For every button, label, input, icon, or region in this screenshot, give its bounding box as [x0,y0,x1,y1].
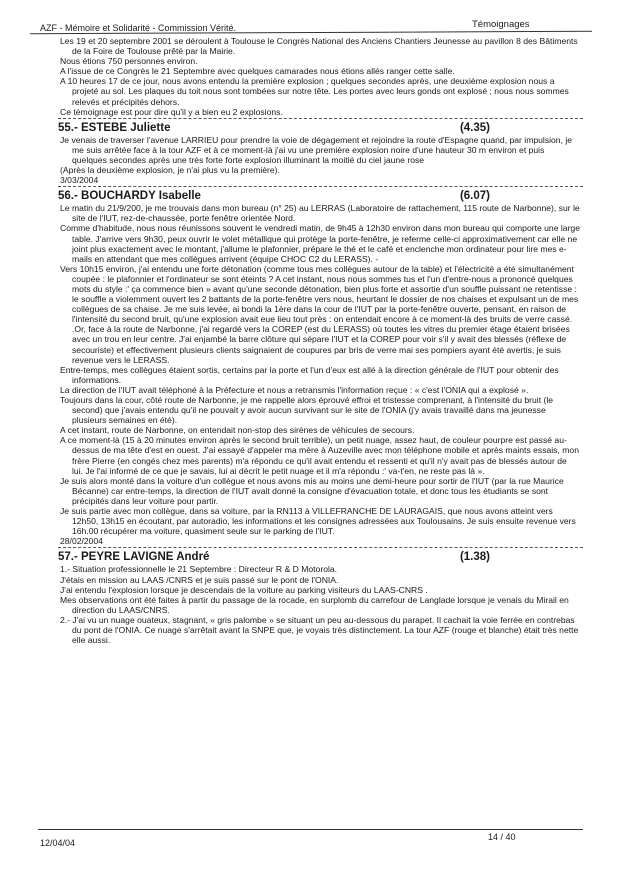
intro-paragraph: Les 19 et 20 septembre 2001 se déroulent à Toulouse le Congrès National des Anciens Chantiers Jeunesse au pavillon 8 des Bâtiments de la Foire de Toulouse prêté par la Mairie. [60,36,578,57]
testimony-paragraph: A cet instant, route de Narbonne, on entendait non-stop des sirènes de véhicules de secours. [60,425,415,436]
testimony-paragraph: Vers 10h15 environ, j'ai entendu une forte détonation (comme tous mes collègues autour de la table) et l'électricité a été simultanément coupée : le plafonnier et l'ordinateur se sont éteints ? A cet instant, nous nous sommes tus et l'un d'entre-nous a prononcé quelques mots du style :' ça commence bien » avant qu'une seconde détonation, bien plus forte et assortie d'un souffle puissant ne retentisse : le souffle a violemment ouvert les 2 battants de la porte-fenêtre vers nous, heurtant le dossier de nos chaises et expulsant un de mes collègues de sa chaise. Je me suis levée, ai bondi la 1ère dans la cour de l'IUT par la porte-fenêtre ouverte, pensant, en raison de l'intensité du second bruit, qu'une explosion avait eue lieu tout près : on entendait encore à ce moment-là des bruits de verre cassé. .Or, face à la route de Narbonne, j'ai regardé vers la COREP (est du LERASS) où toutes les vitres du premier étage étaient brisées avec un trou en leur centre. J'ai enjambé la barre clôture qui sépare l'IUT et la COREP pour voir s'il y avait des blessés (réflexe de secouriste) et effectivement plusieurs clients saignaient de coupures par bris de verre mai ses pompiers ayant été avertis, je suis revenue vers le LERASS. [60,263,579,365]
intro-block [60,36,580,117]
testimony-paragraph: 2.- J'ai vu un nuage ouateux, stagnant, « gris palombe » se situant un peu au-dessous du parapet. Il cachait la voie ferrée en contrebas du pont de l'ONIA. Ce nuage s'arrêtait avant la SNPE que, je voyais très distinctement. La tour AZF (rouge et blanche) était très nette elle aussi. [60,614,579,646]
testimony-paragraph: A ce moment-là (15 à 20 minutes environ après le second bruit terrible), un petit nuage, assez haut, de couleur pourpre est passé au-dessus de ma tête d'est en ouest. J'ai essayé d'appeler ma mère à Auzeville avec mon téléphone mobile et après maints essais, mon frère Pierre (en congés chez mes parents) m'a répondu ce qu'il avait entendu et ressenti et qu'il n'y avait pas de blessés autour de lui. Je l'ai informé de ce que je savais, lui ai décrit le petit nuage et il m'a répondu :' va-t'en, ne reste pas là ». [60,435,579,476]
footer-date: 12/04/04 [40,838,76,848]
testimony-paragraph: Le matin du 21/9/200, je me trouvais dans mon bureau (n° 25) au LERRAS (Laboratoire de rattachement, 115 route de Narbonne), sur le site de l'IUT, rez-de-chaussée, porte fenêtre orientée Nord. [60,203,580,224]
footer-rule [38,829,583,830]
testimony-paragraph: Comme d'habitude, nous nous réunissons souvent le vendredi matin, de 9h45 à 12h30 environ dans mon bureau qui comporte une large table. J'arrive vers 9h30, peux ouvrir le volet métallique qui protège la porte-fenêtre, je referme celle-ci approximativement car elle ne joint plus exactement avec le montant, j'allume le plafonnier, prépare le thé et le café et enclenche mon ordinateur pour lire mes e-mails en attendant que mes collègues arrivent (équipe CHOC C2 du LERASS). - [60,223,580,264]
testimony-paragraph: Entre-temps, mes collègues étaient sortis, certains par la porte et l'un d'eux est allé à la direction générale de l'IUT pour obtenir des informations. [60,364,559,385]
intro-paragraph: A l'issue de ce Congrès le 21 Septembre avec quelques camarades nous étions allés ranger cette salle. [60,66,455,77]
testimony-paragraph: La direction de l'IUT avait téléphoné à la Préfecture et nous a retransmis l'information reçue : « c'est l'ONIA qui a explosé ». [60,384,529,395]
separator [58,118,583,119]
testimony-paragraph: 1.- Situation professionnelle le 21 Septembre : Directeur R & D Motorola. [60,564,338,575]
section-title: 57.- PEYRE LAVIGNE André [58,551,210,564]
separator [58,186,583,187]
testimony-55 [60,121,580,185]
document-body [60,36,580,645]
testimony-paragraph: (Après la deuxième explosion, je n'ai plus vu la première). [60,165,280,176]
testimony-paragraph: Je suis alors monté dans la voiture d'un collègue et nous avons mis au moins une demi-heure pour sortir de l'IUT (par la rue Maurice Bécanne) car entre-temps, la direction de l'IUT avait donné la consigne d'évacuation totale, et donc tous les étudiants se sont précipités dans leur voiture pour partir. [60,475,564,506]
testimony-paragraph: J'ai entendu l'explosion lorsque je descendais de la voiture au parking visiteurs du LAAS-CNRS . [60,584,428,595]
testimony-date: 28/02/2004 [60,536,104,547]
section-ref: (1.38) [459,551,490,564]
testimony-paragraph: Mes observations ont été faites à partir du passage de la rocade, en surplomb du carrefour de Langlade lorsque je venais du Mirail en direction du LAAS/CNRS. [60,594,569,615]
testimony-57 [60,550,580,645]
section-heading [58,550,580,564]
testimony-paragraph: Je venais de traverser l'avenue LARRIEU pour prendre la voie de dégagement et rejoindre la route d'Espagne quand, par impulsion, je me suis arrêtée face à la tour AZF et à ce moment-là j'ai vu une première explosion noire d'une hauteur 30 m environ et puis quelques secondes après une très forte forte explosion illuminant la moitié du ciel jaune rose [60,134,573,165]
intro-paragraph: Ce témoignage est pour dire qu'il y a bien eu 2 explosions. [60,106,283,117]
testimony-date: 3/03/2004 [60,175,99,186]
testimony-56 [60,189,580,546]
intro-paragraph: Nous étions 750 personnes environ. [60,56,198,67]
header-title: AZF - Mémoire et Solidarité - Commission Vérité. [40,23,237,33]
intro-paragraph: A 10 heures 17 de ce jour, nous avons entendu la première explosion ; quelques secondes après, une deuxième explosion nous a projeté au sol. Les plaques du toit nous sont tombées sur notre tête. Les portes avec leurs gonds ont explosé ; nous nous sommes relevés et précipités dehors. [60,76,569,107]
testimony-paragraph: J'étais en mission au LAAS /CNRS et je suis passé sur le pont de l'ONIA. [60,574,339,585]
testimony-paragraph: Toujours dans la cour, côté route de Narbonne, je me rappelle alors éprouvé effroi et tristesse comprenant, à l'intensité du bruit (le second) que j'avais entendu qu'il ne pouvait y avoir aucun survivant sur le site de l'ONIA (j'y avais travaillé dans ma jeunesse plusieurs semaines en été). [60,395,554,426]
section-ref: (4.35) [459,121,490,134]
section-title: 55.- ESTEBE Juliette [58,121,171,134]
section-ref: (6.07) [459,190,490,203]
separator [58,547,583,548]
section-heading [58,121,580,135]
section-heading [58,189,580,203]
page-number: 14 / 40 [488,832,516,842]
testimony-paragraph: Je suis partie avec mon collègue, dans sa voiture, par la RN113 à VILLEFRANCHE DE LAURAGAIS, que nous avons atteint vers 12h50, 13h15 en écoutant, par autoradio, les informations et les consignes adressées aux Toulousains. Je suis ensuite revenue vers 16h.00 récupérer ma voiture, quasiment seule sur le parking de l'IUT. [60,506,576,537]
section-title: 56.- BOUCHARDY Isabelle [58,190,201,203]
header-section-label: Témoignages [472,19,530,30]
